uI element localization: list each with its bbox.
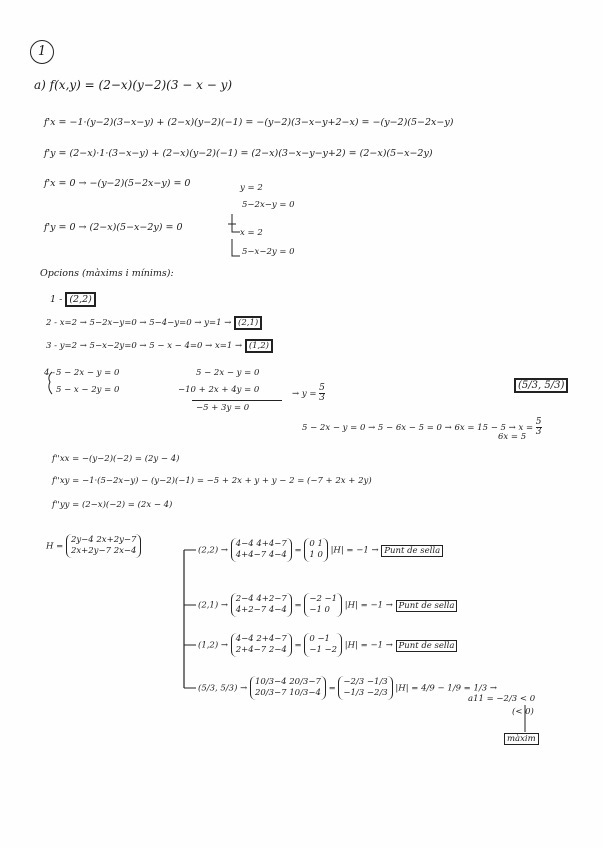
critical-point-3: (1,2) [245,339,273,353]
eval-result-row-1: 0 −1 [309,634,330,644]
eval-classification: Punt de sella [381,545,443,557]
option-1-label: 1 - [50,294,63,305]
option-4-system-eq2: 5 − x − 2y = 0 [56,385,120,395]
hessian-row-2: 2x+2y−7 2x−4 [70,546,137,556]
eval-result-row-2: −1 0 [309,605,330,615]
fyy-second-derivative: f''yy = (2−x)(−2) = (2x − 4) [52,500,173,510]
option-4-system-eq1: 5 − 2x − y = 0 [56,368,120,378]
sum-line [192,400,282,401]
eval-point: (1,2) → [198,640,228,651]
fy-derivative: f'y = (2−x)·1·(3−x−y) + (2−x)(y−2)(−1) = (2−x)(3−x−y−y+2) = (2−x)(5−x−2y) [44,148,433,159]
eval-matrix [231,593,292,617]
eval-matrix-row-1: 4−4 4+4−7 [235,539,287,549]
eval-matrix [231,538,292,562]
y-arrow: → y = [292,389,317,399]
options-heading: Opcions (màxims i mínims): [40,268,174,279]
eval-matrix-row-1: 2−4 4+2−7 [235,594,287,604]
critical-point-4: (5/3, 5/3) [514,378,568,393]
x-denominator: 3 [535,427,542,437]
eval-matrix [250,676,326,700]
fy-option-2: 5−x−2y = 0 [242,247,295,257]
y-numerator: 5 [319,383,325,393]
option-4-x-substep: 6x = 5 [498,432,527,442]
critical-point-2: (2,1) [234,316,262,330]
eval-result-matrix [304,633,342,657]
first-minor-check: a11 = −2/3 < 0 [468,694,536,704]
eval-determinant: |H| = 4/9 − 1/9 = 1/3 → [395,683,498,694]
fx-option-1: y = 2 [240,183,263,193]
fx-zero: f'x = 0 → −(y−2)(5−2x−y) = 0 [44,178,191,189]
option-4-combine-result: −5 + 3y = 0 [196,403,250,413]
option-2-label: 2 - [46,318,57,328]
option-3-text: y=2 → 5−x−2y=0 → 5 − x − 4=0 → x=1 → [59,341,243,351]
fxy-second-derivative: f''xy = −1·(5−2x−y) − (y−2)(−1) = −5 + 2x + y + y − 2 = (−7 + 2x + 2y) [52,476,372,486]
fxx-second-derivative: f''xx = −(y−2)(−2) = (2y − 4) [52,454,180,464]
option-2-text: x=2 → 5−2x−y=0 → 5−4−y=0 → y=1 → [59,318,232,328]
eval-result-row-1: −2/3 −1/3 [343,677,388,687]
eval-result-row-2: −1 −2 [309,645,338,655]
eval-determinant: |H| = −1 → [344,640,393,651]
option-4-result [514,380,568,391]
option-2 [46,318,262,328]
critical-point-1: (2,2) [65,292,96,307]
eval-result-matrix [304,538,328,562]
y-denominator: 3 [319,393,325,403]
option-3-label: 3 - [46,341,57,351]
x-numerator: 5 [535,417,542,427]
hessian-row-1: 2y−4 2x+2y−7 [70,535,137,545]
fx-derivative: f'x = −1·(y−2)(3−x−y) + (2−x)(y−2)(−1) = −(y−2)(3−x−y+2−x) = −(y−2)(5−2x−y) [44,117,454,128]
hessian-matrix [66,534,142,558]
eval-classification: Punt de sella [396,600,458,612]
eval-point: (2,1) → [198,600,228,611]
x-fraction [536,418,542,437]
y-fraction [319,384,325,403]
option-4-label: 4 - [44,368,55,378]
eval-result-row-1: −2 −1 [309,594,338,604]
x-derivation-text: 5 − 2x − y = 0 → 5 − 6x − 5 = 0 → 6x = 15 − 5 → x = [302,423,534,433]
part-a-label: a) [34,78,46,92]
hessian-label: H = [46,541,64,552]
eval-matrix [231,633,292,657]
eval-point: (2,2) → [198,545,228,556]
evaluation-row: (1,2) → 4−4 2+4−7 2+4−7 2−4 = 0 −1 −1 −2 |H| = −1 → Punt de sella [198,633,457,657]
evaluation-row: (5/3, 5/3) → 10/3−4 20/3−7 20/3−7 10/3−4 = −2/3 −1/3 −1/3 −2/3 |H| = 4/9 − 1/9 = 1/3 → [198,677,498,698]
eval-matrix-row-1: 10/3−4 20/3−7 [254,677,321,687]
final-conclusion [504,734,539,744]
eval-result-matrix [338,676,392,700]
eval-matrix-row-2: 4+4−7 4−4 [235,550,287,560]
eval-point: (5/3, 5/3) → [198,683,248,694]
option-4-combine-eq2: −10 + 2x + 4y = 0 [178,385,260,395]
eval-matrix-row-2: 4+2−7 4−4 [235,605,287,615]
eval-result-row-2: −1/3 −2/3 [343,688,388,698]
fy-option-1: x = 2 [240,228,263,238]
part-a-line [34,78,232,92]
fx-option-2: 5−2x−y = 0 [242,200,295,210]
first-minor-sign: (< 0) [512,707,534,717]
evaluation-row: (2,1) → 2−4 4+2−7 4+2−7 4−4 = −2 −1 −1 0 |H| = −1 → Punt de sella [198,593,457,617]
eval-classification: Punt de sella [396,640,458,652]
function-definition: f(x,y) = (2−x)(y−2)(3 − x − y) [49,78,233,92]
eval-determinant: |H| = −1 → [330,545,379,556]
option-3 [46,341,273,351]
option-4-y-value [292,384,325,403]
hessian-definition [46,534,141,558]
option-4-combine-eq1: 5 − 2x − y = 0 [196,368,260,378]
conclusion-box: màxim [504,733,539,745]
eval-result-row-2: 1 0 [309,550,323,560]
eval-matrix-row-2: 2+4−7 2−4 [235,645,287,655]
eval-result-matrix [304,593,342,617]
problem-number: 1 [30,40,54,64]
eval-determinant: |H| = −1 → [344,600,393,611]
option-1 [50,294,96,305]
evaluation-row: (2,2) → 4−4 4+4−7 4+4−7 4−4 = 0 1 1 0 |H| = −1 → Punt de sella [198,538,443,562]
eval-matrix-row-1: 4−4 2+4−7 [235,634,287,644]
eval-result-row-1: 0 1 [309,539,323,549]
fy-zero: f'y = 0 → (2−x)(5−x−2y) = 0 [44,222,183,233]
eval-matrix-row-2: 20/3−7 10/3−4 [254,688,321,698]
